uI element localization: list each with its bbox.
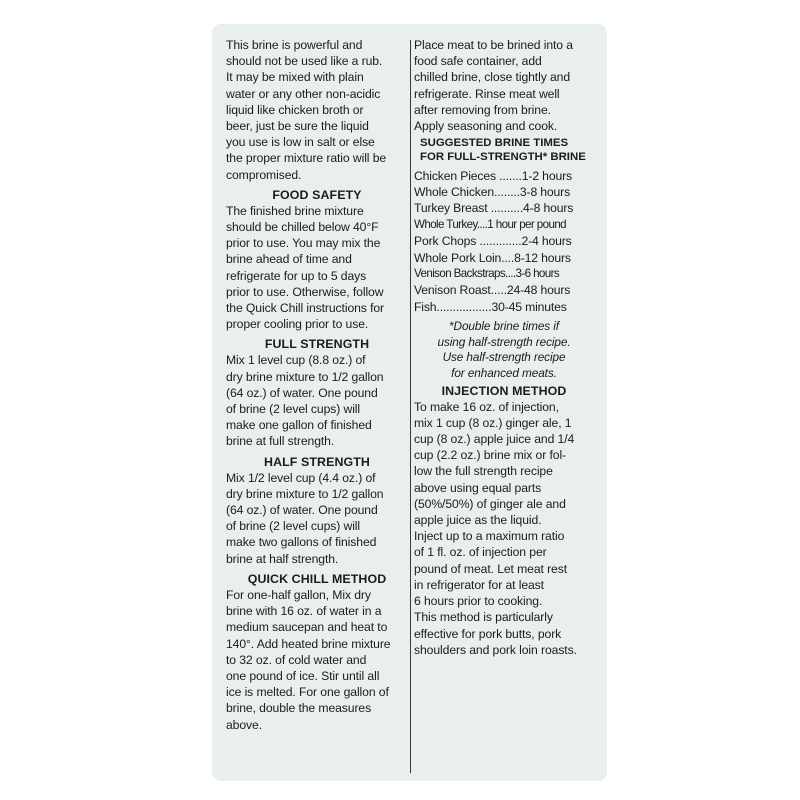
brine-time-row: Venison Roast.....24-48 hours [414, 283, 571, 298]
intro-paragraph: This brine is powerful and should not be used like a rub. It may be mixed with plain water or any other non-acidic liquid like chicken broth or beer, just be sure the liquid you use is low in salt or else the proper mixture ratio will be compromised. [226, 38, 387, 182]
right-column [414, 37, 594, 658]
half-strength-paragraph: Mix 1/2 level cup (4.4 oz.) of dry brine mixture to 1/2 gallon (64 oz.) of water. One pound of brine (2 level cups) will make two gallons of finished brine at half strength. [226, 470, 384, 566]
brine-time-row: Whole Chicken........3-8 hours [414, 185, 571, 200]
brine-times-note: *Double brine times if using half-strength recipe. Use half-strength recipe for enhanced meats. [437, 319, 571, 381]
brine-time-row: Fish.................30-45 minutes [414, 299, 567, 314]
brine-time-row: Pork Chops .............2-4 hours [414, 234, 572, 249]
half-strength-heading: HALF STRENGTH [264, 454, 370, 469]
injection-paragraph: To make 16 oz. of injection, mix 1 cup (8 oz.) ginger ale, 1 cup (8 oz.) apple juice and 1/4 cup (2.2 oz.) brine mix or fol- low the full strength recipe above using equal parts (50%/50%) of ginger ale and apple juice as the liquid. Inject up to a maximum ratio of 1 fl. oz. of injection per pound of meat. Let meat rest in refrigerator for at least 6 hours prior to cooking. This method is particularly effective for pork butts, pork shoulders and pork loin roasts. [414, 399, 577, 657]
injection-heading: INJECTION METHOD [441, 383, 567, 398]
column-divider [410, 40, 411, 773]
left-column [226, 37, 408, 733]
placement-paragraph: Place meat to be brined into a food safe container, add chilled brine, close tightly and refrigerate. Rinse meat well after removing from brine. Apply seasoning and cook. [414, 38, 573, 134]
brine-time-row: Whole Pork Loin....8-12 hours [414, 250, 571, 265]
full-strength-paragraph: Mix 1 level cup (8.8 oz.) of dry brine mixture to 1/2 gallon (64 oz.) of water. One pound of brine (2 level cups) will make one gallon of finished brine at full strength. [226, 353, 384, 449]
brine-times-list [414, 168, 594, 316]
full-strength-heading: FULL STRENGTH [264, 337, 370, 352]
quick-chill-paragraph: For one-half gallon, Mix dry brine with 16 oz. of water in a medium saucepan and heat to 140°. Add heated brine mixture to 32 oz. of cold water and one pound of ice. Stir until all ice is melted. For one gallon of brine, double the measures above. [226, 587, 391, 732]
brine-times-heading: SUGGESTED BRINE TIMES FOR FULL-STRENGTH* BRINE [420, 137, 586, 164]
brine-time-row: Venison Backstraps....3-6 hours [414, 267, 560, 281]
brine-instruction-label [212, 24, 607, 781]
brine-time-row: Chicken Pieces .......1-2 hours [414, 168, 572, 183]
quick-chill-heading: QUICK CHILL METHOD [247, 571, 387, 586]
food-safety-paragraph: The finished brine mixture should be chilled below 40°F prior to use. You may mix the brine ahead of time and refrigerate for up to 5 days prior to use. Otherwise, follow the Quick Chill instructions for proper cooling prior to use. [226, 203, 385, 332]
brine-time-row: Whole Turkey....1 hour per pound [414, 217, 567, 231]
food-safety-heading: FOOD SAFETY [272, 187, 362, 202]
brine-time-row: Turkey Breast ..........4-8 hours [414, 201, 574, 216]
